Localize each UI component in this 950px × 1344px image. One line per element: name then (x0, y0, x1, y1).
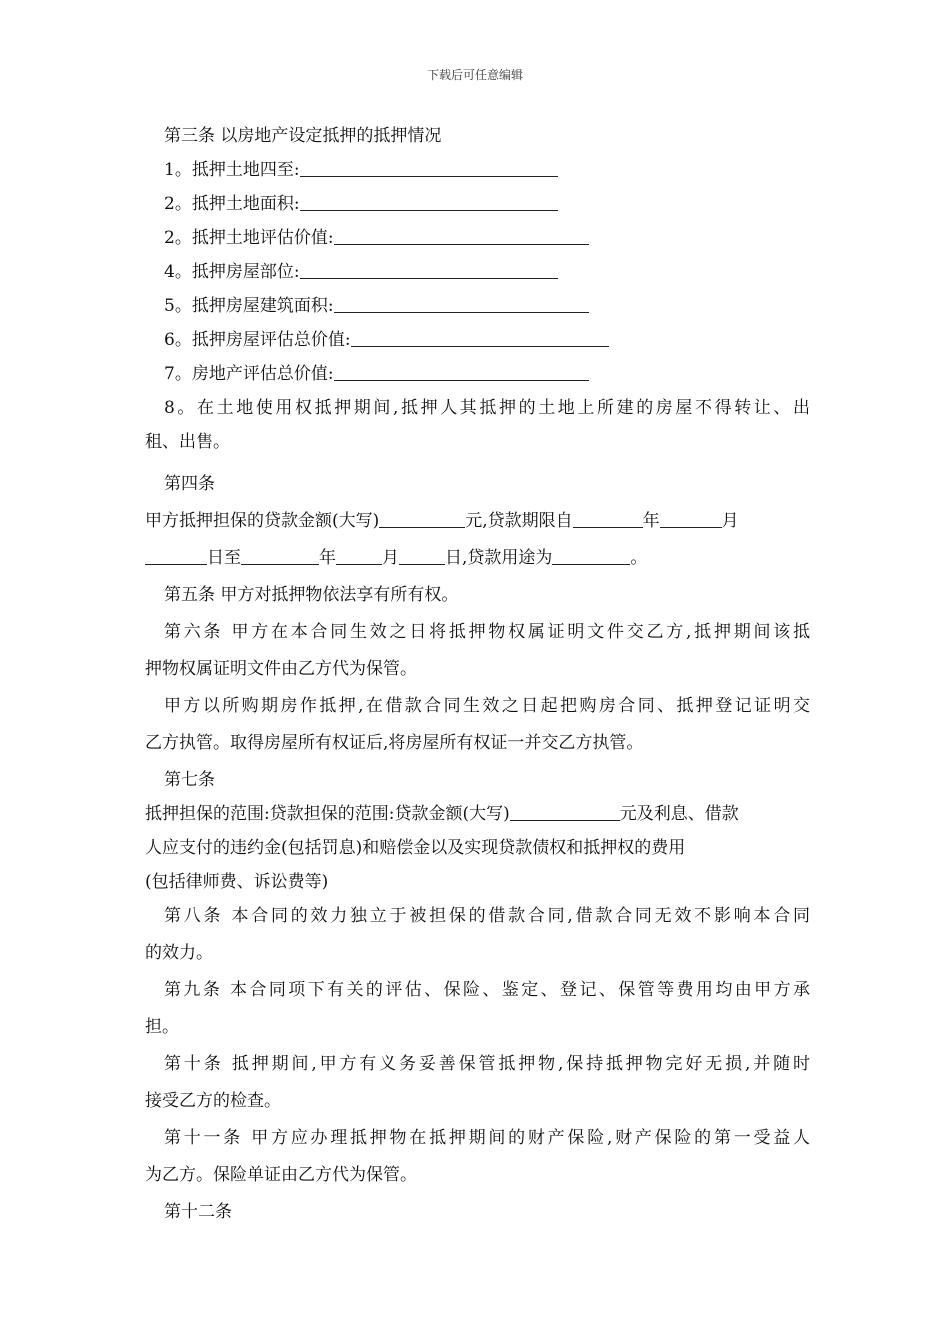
article-4-title: 第四条 (164, 474, 215, 494)
article-7-line-1: 抵押担保的范围:贷款担保的范围:贷款金额(大写) 元及利息、借款 (145, 804, 739, 824)
blank-field[interactable] (379, 527, 465, 528)
article-3-item-8-line-2: 租、出售。 (145, 432, 230, 452)
blank-field[interactable] (300, 210, 558, 211)
blank-field[interactable] (660, 527, 722, 528)
blank-field[interactable] (336, 564, 382, 565)
article-3-item-1: 1。抵押土地四至: (145, 153, 810, 187)
page-header: 下载后可任意编辑 (426, 68, 523, 82)
article-10-line-1: 第十条 抵押期间,甲方有义务妥善保管抵押物,保持抵押物完好无损,并随时 (164, 1054, 810, 1074)
blank-field[interactable] (399, 564, 445, 565)
blank-field[interactable] (300, 278, 558, 279)
article-3-item-5: 5。抵押房屋建筑面积: (145, 289, 810, 323)
article-6-line-4: 乙方执管。取得房屋所有权证后,将房屋所有权证一并交乙方执管。 (145, 733, 644, 753)
article-11-line-1: 第十一条 甲方应办理抵押物在抵押期间的财产保险,财产保险的第一受益人 (164, 1128, 810, 1148)
article-6-line-3: 甲方以所购期房作抵押,在借款合同生效之日起把购房合同、抵押登记证明交 (164, 696, 810, 716)
blank-field[interactable] (334, 312, 589, 313)
article-7-line-3: (包括律师费、诉讼费等) (145, 872, 329, 892)
article-7-line-2: 人应支付的违约金(包括罚息)和赔偿金以及实现贷款债权和抵押权的费用 (145, 838, 686, 858)
article-9-line-2: 担。 (145, 1017, 179, 1037)
article-12-title: 第十二条 (164, 1202, 232, 1222)
article-3-item-4: 4。抵押房屋部位: (145, 255, 810, 289)
article-8-line-2: 的效力。 (145, 943, 213, 963)
article-8-line-1: 第八条 本合同的效力独立于被担保的借款合同,借款合同无效不影响本合同 (164, 906, 810, 926)
article-3-item-8-line-1: 8。在土地使用权抵押期间,抵押人其抵押的土地上所建的房屋不得转让、出 (164, 398, 810, 418)
article-3-item-6: 6。抵押房屋评估总价值: (145, 323, 810, 357)
article-3-item-2: 2。抵押土地面积: (145, 187, 810, 221)
blank-field[interactable] (145, 564, 207, 565)
blank-field[interactable] (241, 564, 319, 565)
article-9-line-1: 第九条 本合同项下有关的评估、保险、鉴定、登记、保管等费用均由甲方承 (164, 980, 810, 1000)
article-3-item-7: 7。房地产评估总价值: (145, 357, 810, 391)
blank-field[interactable] (510, 820, 620, 821)
article-6-line-1: 第六条 甲方在本合同生效之日将抵押物权属证明文件交乙方,抵押期间该抵 (164, 622, 810, 642)
article-7-title: 第七条 (164, 770, 215, 790)
article-4-line-2: 日至 年 月 日,贷款用途为 。 (145, 541, 810, 575)
article-4-line-1: 甲方抵押担保的贷款金额(大写) 元,贷款期限自 年 月 (145, 511, 739, 531)
blank-field[interactable] (334, 244, 589, 245)
blank-field[interactable] (552, 564, 630, 565)
article-10-line-2: 接受乙方的检查。 (145, 1091, 281, 1111)
blank-field[interactable] (334, 380, 589, 381)
contract-body (145, 119, 810, 1229)
blank-field[interactable] (300, 176, 558, 177)
article-11-line-2: 为乙方。保险单证由乙方代为保管。 (145, 1165, 417, 1185)
article-6-line-2: 押物权属证明文件由乙方代为保管。 (145, 659, 417, 679)
blank-field[interactable] (573, 527, 643, 528)
blank-field[interactable] (351, 346, 609, 347)
article-5: 第五条 甲方对抵押物依法享有所有权。 (164, 585, 459, 605)
article-3-item-3: 2。抵押土地评估价值: (145, 221, 810, 255)
article-3-title: 第三条 以房地产设定抵押的抵押情况 (164, 126, 442, 146)
